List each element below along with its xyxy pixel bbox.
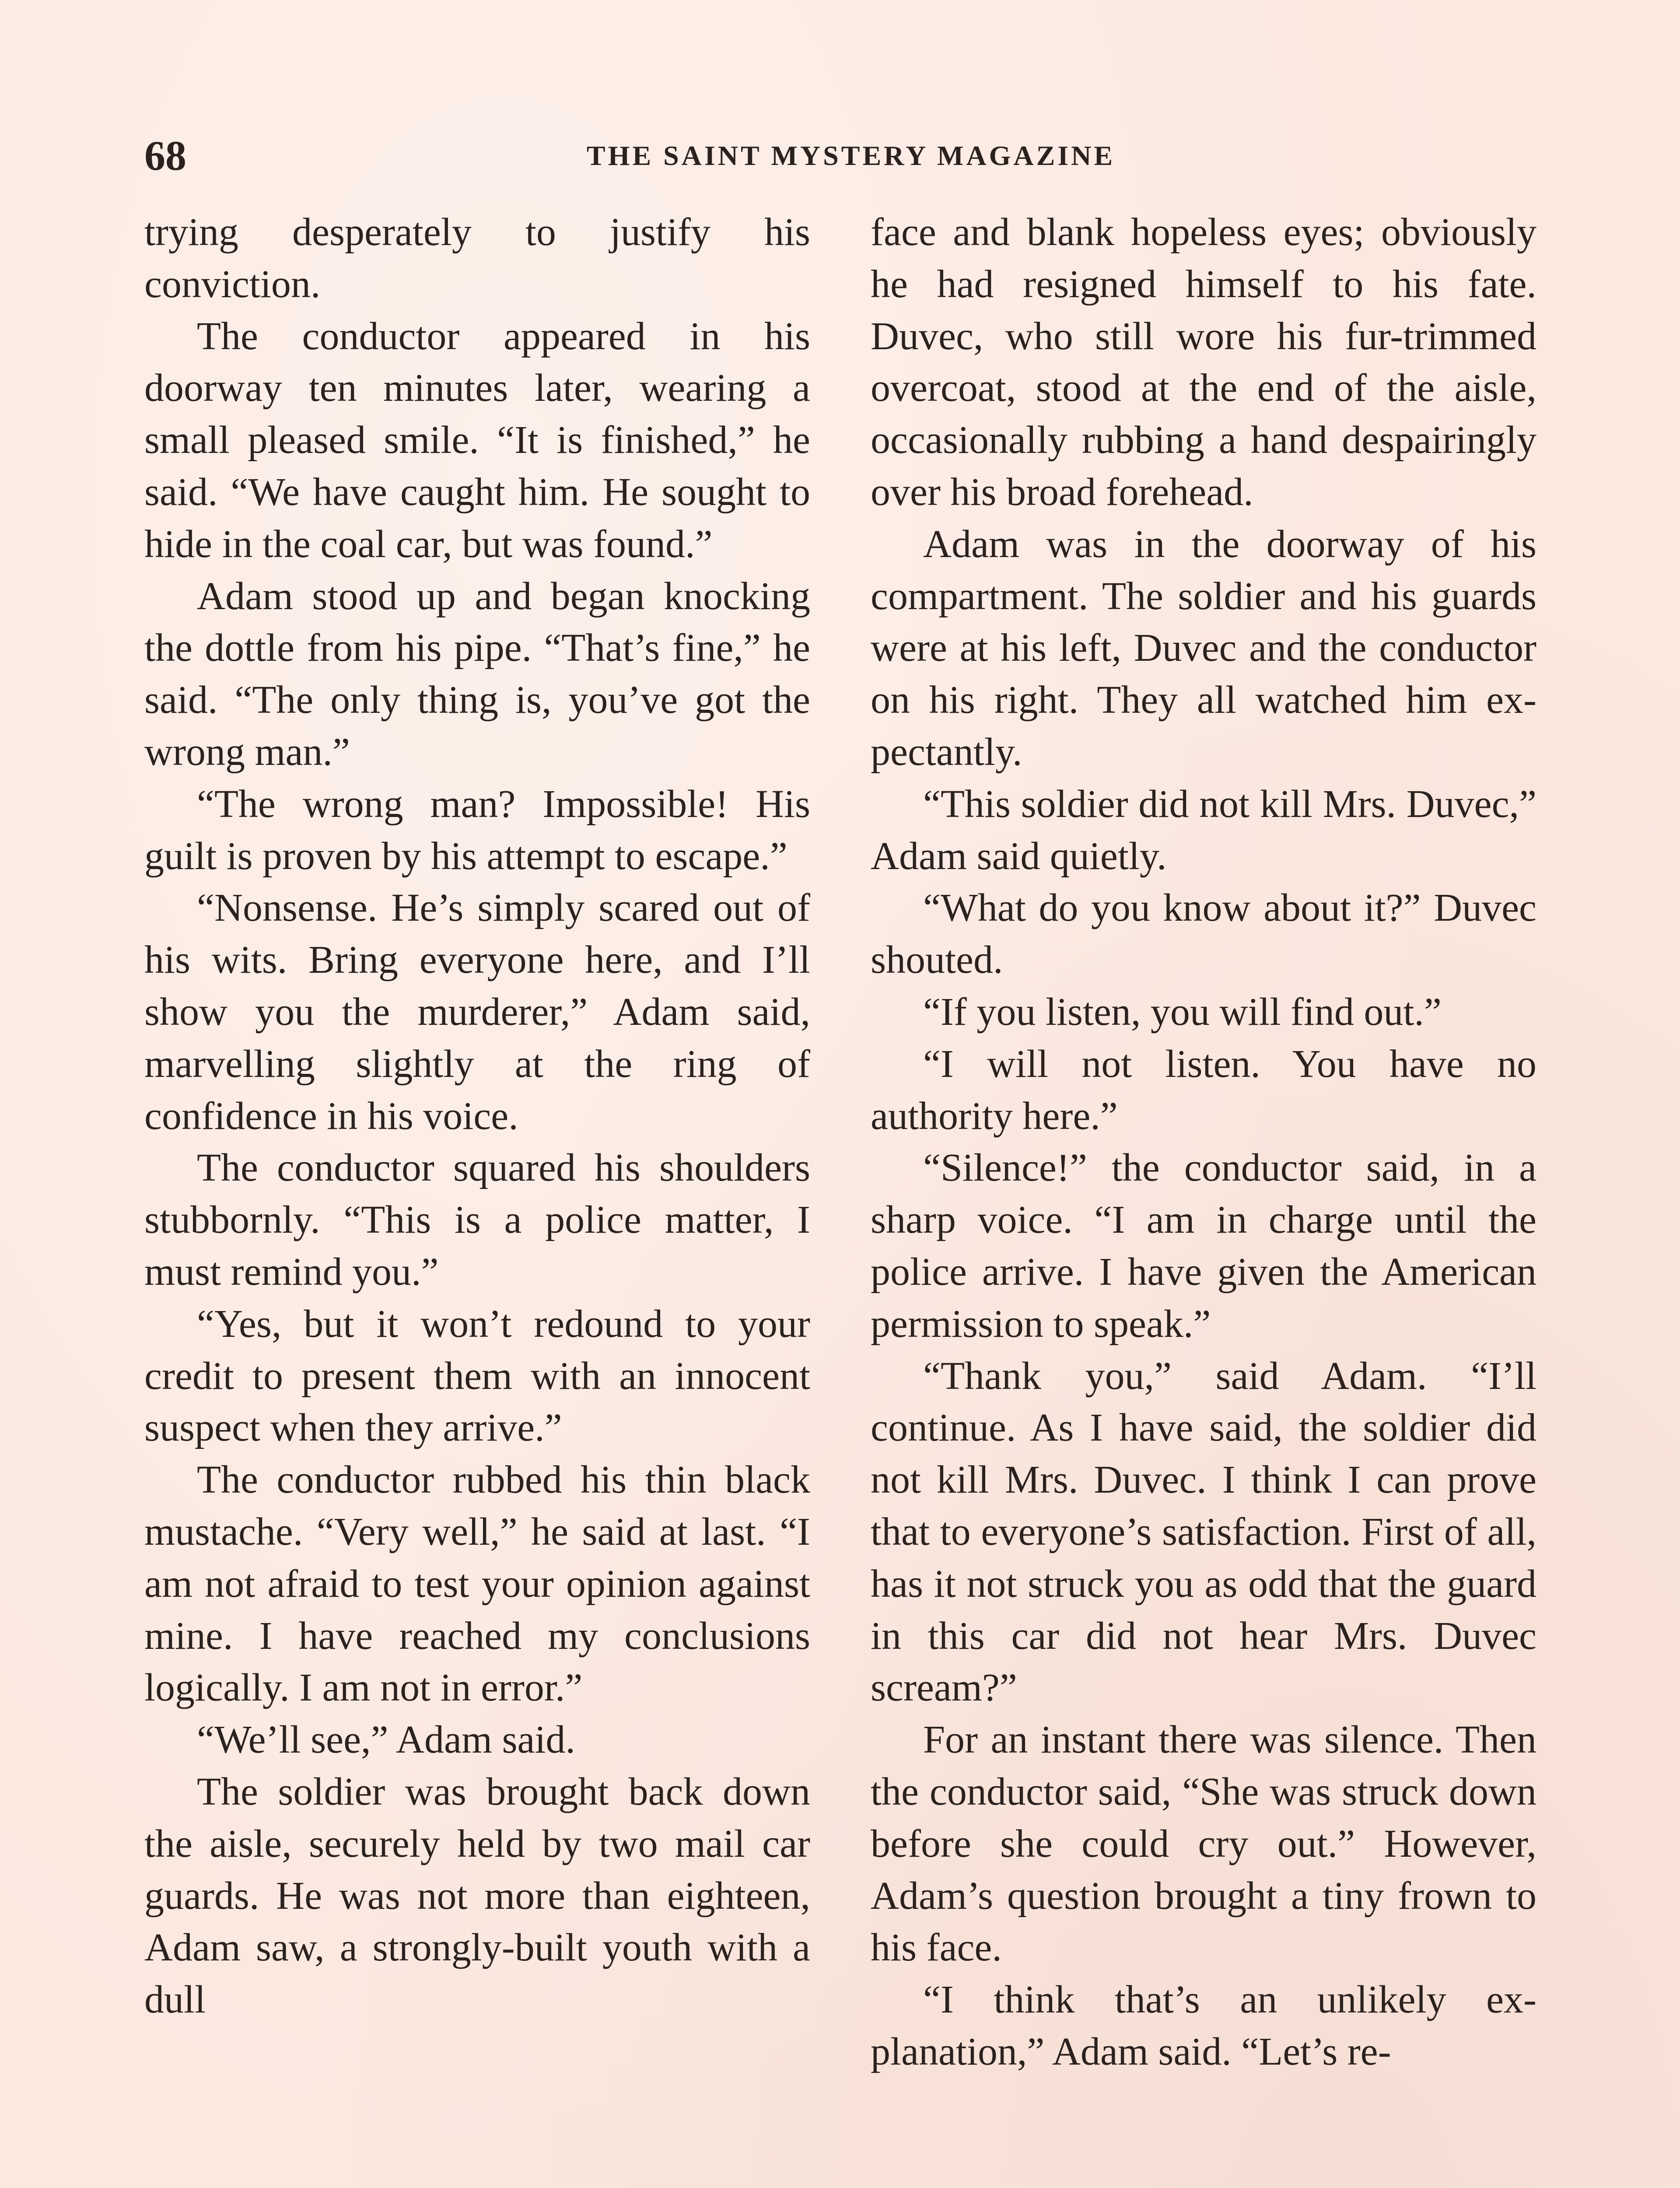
paragraph: “Silence!” the conductor said, in a sharp voice. “I am in charge until the police arrive. I have given the American permission to speak.” — [871, 1146, 1536, 1346]
paragraph: “Yes, but it won’t redound to your credit to present them with an innocent suspect when they arrive.” — [144, 1302, 810, 1450]
paragraph: The conductor appeared in his doorway ten minutes later, wearing a small pleased smile. “It is finished,” he said. “We have caught him. He sought to hide in the coal car, but was found.” — [144, 314, 810, 566]
paragraph: “The wrong man? Impossible! His guilt is proven by his attempt to escape.” — [144, 782, 810, 878]
paragraph: The conductor rubbed his thin black mustache. “Very well,” he said at last. “I am not afraid to test your opinion against mine. I have reached my conclusions logically. I am not in error.” — [144, 1458, 810, 1710]
paragraph: “If you listen, you will find out.” — [923, 990, 1442, 1034]
paragraph: trying desperately to justify his conviction. — [144, 210, 810, 306]
page-header — [144, 130, 1558, 182]
paragraph: “I will not listen. You have no authority here.” — [871, 1042, 1536, 1138]
paragraph: The conductor squared his shoulders stubbornly. “This is a police matter, I must remind you.” — [144, 1146, 810, 1294]
paragraph: “This soldier did not kill Mrs. Duvec,” Adam said quietly. — [871, 782, 1536, 878]
paragraph: Adam stood up and began knocking the dottle from his pipe. “That’s fine,” he said. “The only thing is, you’ve got the wrong man.” — [144, 574, 810, 774]
paragraph: “We’ll see,” Adam said. — [197, 1718, 575, 1762]
left-column — [144, 207, 810, 2026]
paragraph: “I think that’s an unlikely explanation,” Adam said. “Let’s re- — [871, 1978, 1536, 2073]
paragraph: “What do you know about it?” Duvec shouted. — [871, 886, 1536, 982]
paragraph: The soldier was brought back down the aisle, securely held by two mail car guards. He was not more than eighteen, Adam saw, a strongly-built youth with a dull — [144, 1770, 810, 2022]
right-column — [871, 207, 1536, 2078]
paragraph: For an instant there was silence. Then the conductor said, “She was struck down before she could cry out.” However, Adam’s question brought a tiny frown to his face. — [871, 1718, 1536, 1970]
paragraph: face and blank hopeless eyes; obviously he had resigned himself to his fate. Duvec, who still wore his fur-trimmed overcoat, stood at the end of the aisle, occasionally rubbing a hand despairingly over his broad forehead. — [871, 210, 1536, 514]
running-head: THE SAINT MYSTERY MAGAZINE — [586, 140, 1116, 171]
paragraph: Adam was in the doorway of his compartment. The soldier and his guards were at his left, Duvec and the conductor on his right. They all watched him expectantly. — [871, 522, 1536, 774]
page-number: 68 — [144, 132, 186, 179]
paragraph: “Nonsense. He’s simply scared out of his wits. Bring everyone here, and I’ll show you the murderer,” Adam said, marvelling slightly at the ring of confidence in his voice. — [144, 886, 810, 1138]
paragraph: “Thank you,” said Adam. “I’ll continue. As I have said, the soldier did not kill Mrs. Duvec. I think I can prove that to everyone’s satisfaction. First of all, has it not struck you as odd that the guard in this car did not hear Mrs. Duvec scream?” — [871, 1354, 1536, 1710]
